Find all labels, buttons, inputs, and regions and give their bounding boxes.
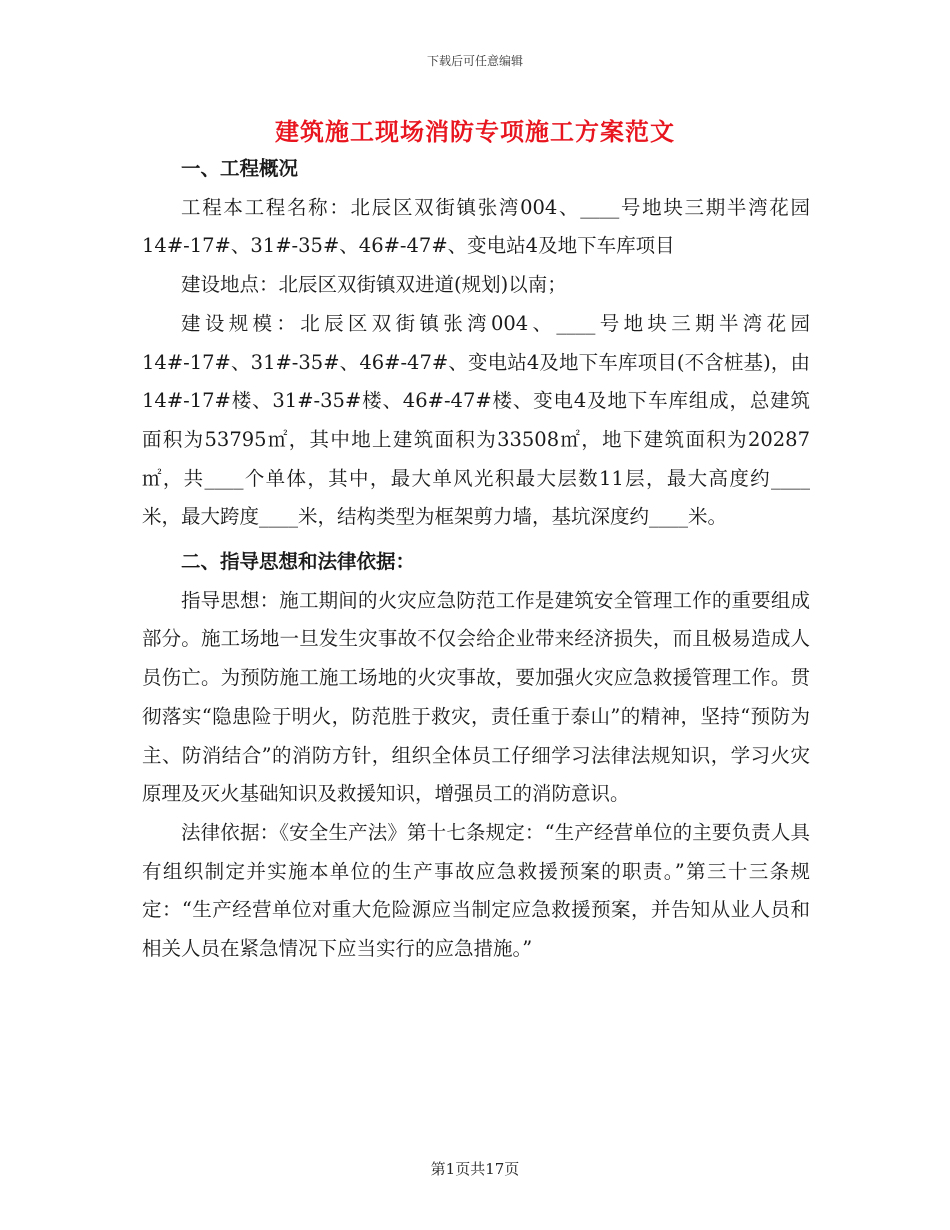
paragraph-guidance: 指导思想：施工期间的火灾应急防范工作是建筑安全管理工作的重要组成部分。施工场地一旦发生灾事故不仅会给企业带来经济损失，而且极易造成人员伤亡。为预防施工施工场地的火灾事故，要加强火灾应急救援管理工作。贯彻落实“隐患险于明火，防范胜于救灾，责任重于泰山”的精神，坚持“预防为主、防消结合”的消防方针，组织全体员工仔细学习法律法规知识，学习火灾原理及灭火基础知识及救援知识，增强员工的消防意识。 [142,588,810,806]
section-heading-guidance: 二、指导思想和法律依据： [181,550,416,574]
document-body [142,150,810,969]
paragraph-project-name: 工程本工程名称：北辰区双街镇张湾004、____号地块三期半湾花园14#-17#、31#-35#、46#-47#、变电站4及地下车库项目 [142,195,810,258]
paragraph-scale: 建设规模：北辰区双街镇张湾004、____号地块三期半湾花园14#-17#、31#-35#、46#-47#、变电站4及地下车库项目(不含桩基)，由14#-17#楼、31#-35#楼、46#-47#楼、变电4及地下车库组成，总建筑面积为53795㎡，其中地上建筑面积为33508㎡，地下建筑面积为20287㎡，共____个单体，其中，最大单风光积最大层数11层，最大高度约____米，最大跨度____米，结构类型为框架剪力墙，基坑深度约____米。 [142,311,810,529]
paragraph-location: 建设地点：北辰区双街镇双进道(规划)以南； [181,273,567,297]
document-title: 建筑施工现场消防专项施工方案范文 [275,117,675,146]
header-note: 下载后可任意编辑 [426,54,523,68]
section-heading-overview: 一、工程概况 [181,157,299,180]
paragraph-legal: 法律依据：《安全生产法》第十七条规定：“生产经营单位的主要负责人具有组织制定并实施本单位的生产事故应急救援预案的职责。”第三十三条规定：“生产经营单位对重大危险源应当制定应急救援预案，并告知从业人员和相关人员在紧急情况下应当实行的应急措施。” [142,820,810,961]
page-number: 第1页共17页 [430,1160,520,1178]
